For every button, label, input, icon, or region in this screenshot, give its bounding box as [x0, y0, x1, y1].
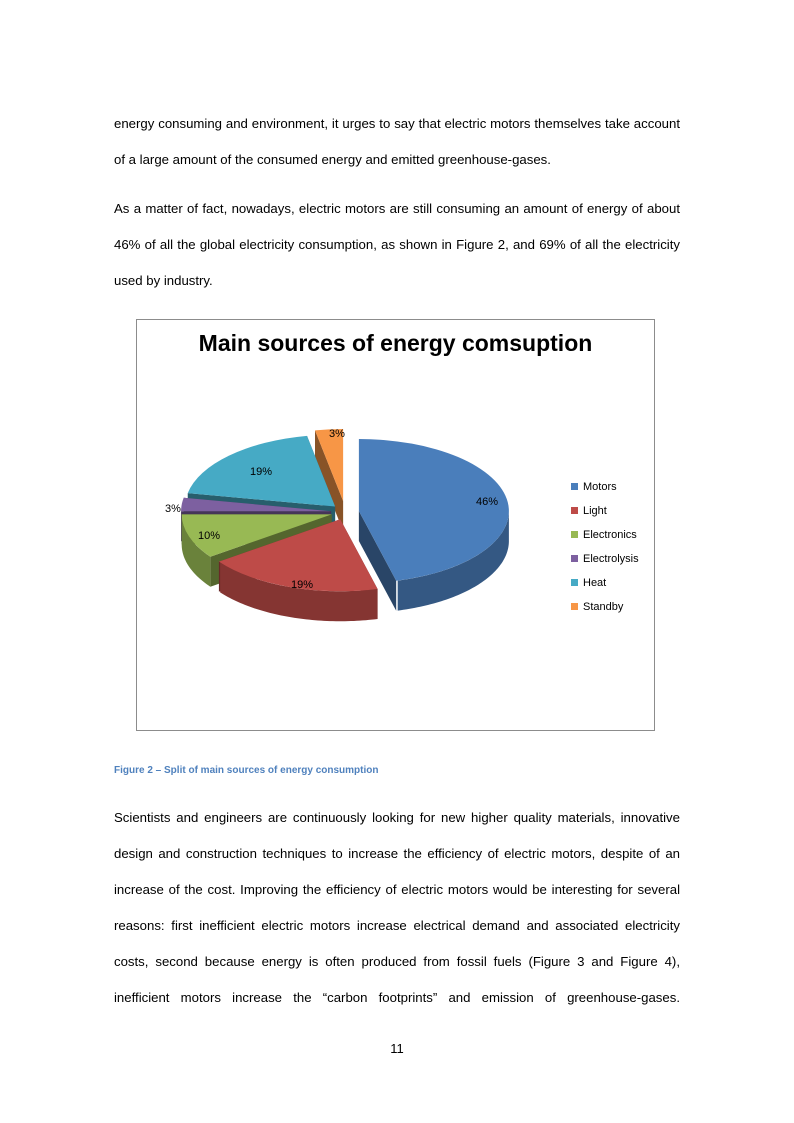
legend-label-electrolysis: Electrolysis: [583, 553, 639, 565]
legend-label-standby: Standby: [583, 601, 624, 613]
body-paragraph-2: As a matter of fact, nowadays, electric motors are still consuming an amount of energy of about 46% of all the global electricity consumption, as shown in Figure 2, and 69% of all the electricity used by industry.: [114, 201, 680, 288]
chart-legend: [571, 481, 639, 613]
data-label-motors: 46%: [475, 496, 499, 508]
body-paragraph-3: Scientists and engineers are continuously looking for new higher quality materials, innovative design and construction techniques to increase the efficiency of electric motors, despite of an increase of the cost. Improving the efficiency of electric motors would be interesting for several reasons: first inefficient electric motors increase electrical demand and associated electricity costs, second because energy is often produced from fossil fuels (Figure 3 and Figure 4), inefficient motors increase the “carbon footprints” and emission of greenhouse-gases.: [114, 810, 680, 1005]
legend-swatch-heat: [571, 579, 578, 586]
legend-swatch-standby: [571, 603, 578, 610]
legend-label-motors: Motors: [583, 481, 617, 493]
legend-label-light: Light: [583, 505, 607, 517]
legend-swatch-electronics: [571, 531, 578, 538]
data-label-standby: 3%: [329, 428, 345, 440]
legend-swatch-light: [571, 507, 578, 514]
page-number: 11: [390, 1041, 404, 1056]
pie-chart-frame: [136, 319, 655, 731]
pie-chart: [137, 320, 656, 732]
chart-title: Main sources of energy comsuption: [198, 330, 593, 356]
legend-swatch-electrolysis: [571, 555, 578, 562]
data-label-electrolysis: 3%: [165, 503, 181, 515]
data-label-electronics: 10%: [197, 530, 221, 542]
data-label-light: 19%: [290, 579, 314, 591]
legend-swatch-motors: [571, 483, 578, 490]
legend-label-heat: Heat: [583, 577, 607, 589]
figure-caption: Figure 2 – Split of main sources of energy consumption: [114, 765, 379, 776]
body-paragraph-1: energy consuming and environment, it urges to say that electric motors themselves take account of a large amount of the consumed energy and emitted greenhouse-gases.: [114, 116, 680, 167]
legend-label-electronics: Electronics: [583, 529, 637, 541]
data-label-heat: 19%: [249, 466, 273, 478]
